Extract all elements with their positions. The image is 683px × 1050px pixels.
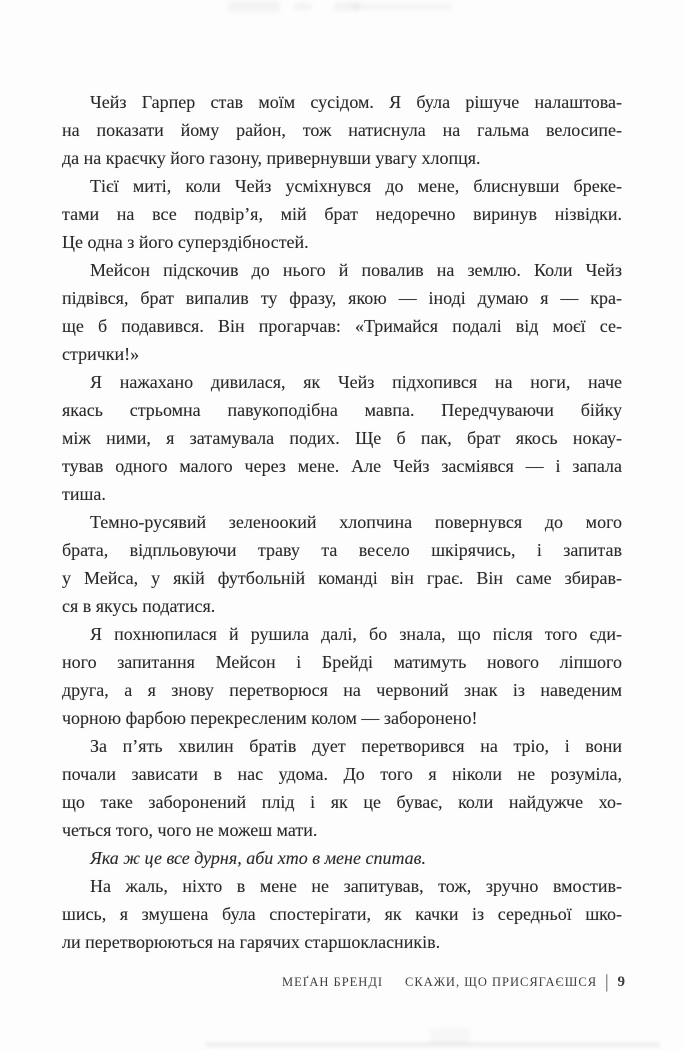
text-line: що таке заборонений плід і як це буває, коли найдужче хо-: [62, 792, 622, 812]
text-block: [62, 88, 622, 956]
text-line: Яка ж це все дурня, аби хто в мене спитав.: [90, 848, 426, 868]
text-line: між ними, я затамувала подих. Ще б пак, брат якось нокау-: [62, 428, 622, 448]
scan-artifact-bottom: [430, 1028, 470, 1044]
text-line: чорною фарбою перекресленим колом — заборонено!: [62, 708, 478, 728]
paragraph: [62, 256, 622, 368]
paragraph: [62, 508, 622, 620]
paragraph: [62, 620, 622, 732]
text-line: За п’ять хвилин братів дует перетворився на тріо, і вони: [90, 736, 622, 756]
text-line: на показати йому район, тож натиснула на гальма велосипе-: [62, 120, 622, 140]
text-line: ся в якусь податися.: [62, 596, 216, 616]
text-line: Я нажахано дивилася, як Чейз підхопився на ноги, наче: [90, 372, 622, 392]
paragraph: [62, 88, 622, 172]
text-line: тами на все подвір’я, мій брат недоречно виринув нізвідки.: [62, 204, 622, 224]
scan-artifact-top: [228, 1, 280, 12]
paragraph: [62, 844, 622, 872]
text-line: стрички!»: [62, 344, 140, 364]
text-line: Тієї миті, коли Чейз усміхнувся до мене, блиснувши бреке-: [90, 176, 622, 196]
paragraph: [62, 872, 622, 956]
text-line: тиша.: [62, 484, 106, 504]
text-line: На жаль, ніхто в мене не запитував, тож, зручно вмостив-: [90, 876, 622, 896]
scan-artifact-bottom: [205, 1042, 660, 1047]
footer-divider: |: [605, 971, 610, 992]
text-line: почали зависати в нас удома. До того я ніколи не розуміла,: [62, 764, 622, 784]
text-line: тував одного малого через мене. Але Чейз засміявся — і запала: [62, 456, 622, 476]
text-line: да на краєчку його газону, привернувши увагу хлопця.: [62, 148, 481, 168]
page-footer: [282, 972, 625, 992]
text-line: у Мейса, у якій футбольній команді він грає. Він саме збирав-: [62, 568, 622, 588]
footer-book-title: СКАЖИ, ЩО ПРИСЯГАЄШСЯ: [405, 974, 598, 989]
text-line: Темно-русявий зеленоокий хлопчина повернувся до мого: [90, 512, 622, 532]
text-line: Це одна з його суперздібностей.: [62, 232, 309, 252]
paragraph: [62, 368, 622, 508]
text-line: якась стрьомна павукоподібна мавпа. Передчуваючи бійку: [62, 400, 622, 420]
text-line: друга, а я знову перетворюся на червоний знак із наведеним: [62, 680, 622, 700]
text-line: ли перетворюються на гарячих старшокласників.: [62, 932, 441, 952]
text-line: Чейз Гарпер став моїм сусідом. Я була рішуче налаштова-: [90, 92, 622, 112]
footer-page-number: 9: [617, 973, 625, 990]
text-line: підвівся, брат випалив ту фразу, якою — іноді думаю я — кра-: [62, 288, 622, 308]
paragraph: [62, 732, 622, 844]
scan-artifact-top: [334, 2, 360, 11]
text-line: ного запитання Мейсон і Брейді матимуть нового ліпшого: [62, 652, 622, 672]
text-line: шись, я змушена була спостерігати, як качки із середньої шко-: [62, 904, 622, 924]
text-line: ще б подавився. Він прогарчав: «Тримайся подалі від моєї се-: [62, 316, 622, 336]
text-line: четься того, чого не можеш мати.: [62, 820, 318, 840]
scan-artifact-top: [294, 3, 312, 10]
footer-author: МЕҐАН БРЕНДІ: [281, 974, 384, 989]
text-line: Я похнюпилася й рушила далі, бо знала, що після того єди-: [90, 624, 622, 644]
paragraph: [62, 172, 622, 256]
text-line: брата, відпльовуючи траву та весело шкірячись, і запитав: [62, 540, 622, 560]
scan-artifact-top: [352, 4, 452, 9]
text-line: Мейсон підскочив до нього й повалив на землю. Коли Чейз: [90, 260, 622, 280]
